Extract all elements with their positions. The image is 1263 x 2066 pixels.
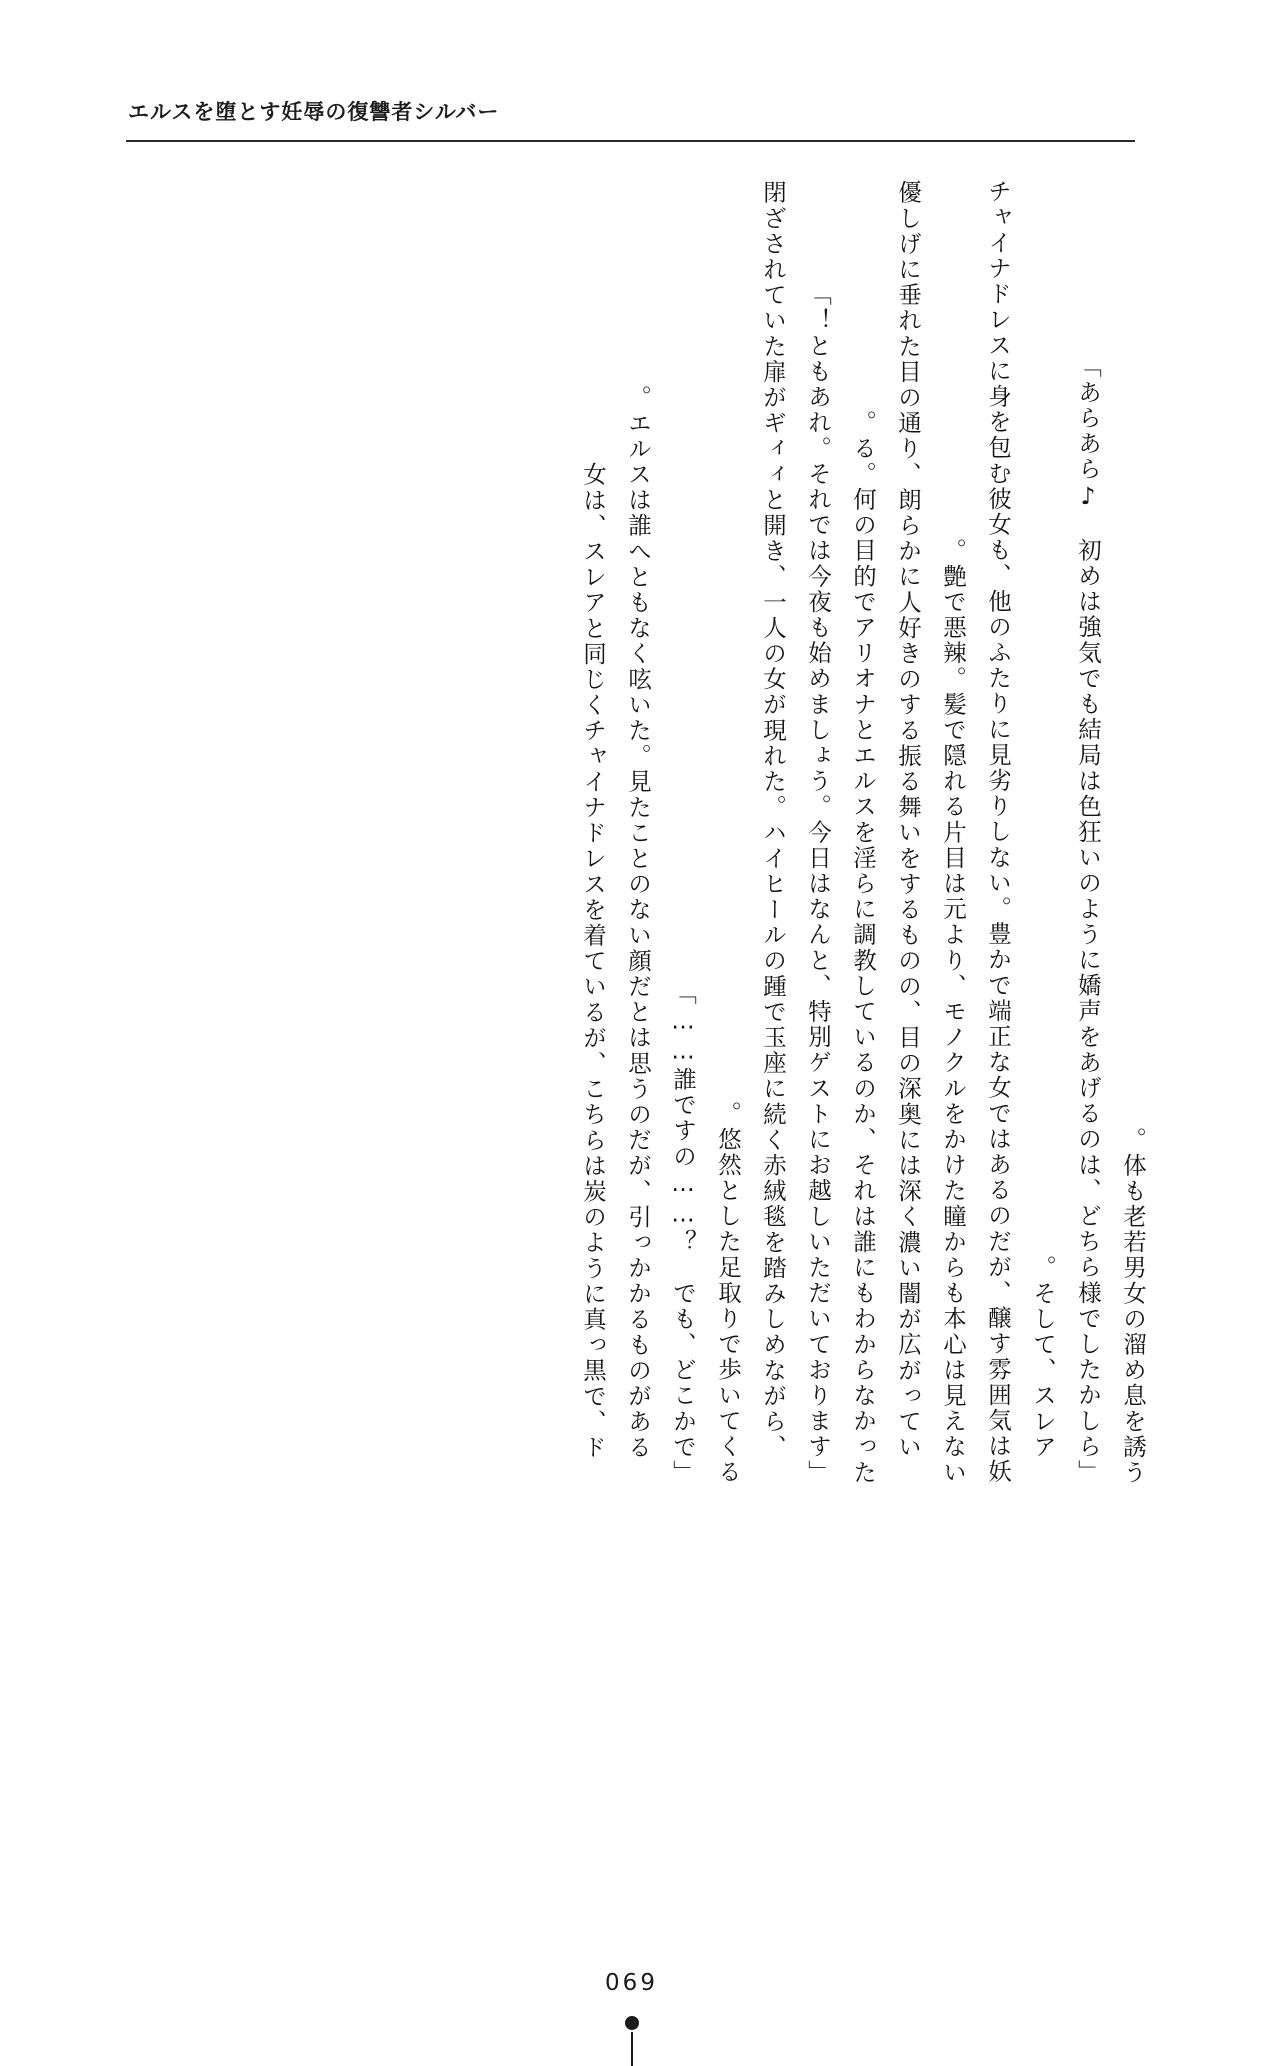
paragraph: 「ともあれ。それでは今夜も始めましょう。今日はなんと、特別ゲストにお越しいただいております！」 — [804, 281, 832, 1485]
vertical-text-block — [570, 175, 1155, 1485]
paragraph: 「誰ですの……？ でも、どこかで……」 — [669, 980, 697, 1485]
paragraph: 体も老若男女の溜め息を誘う。 — [1119, 1126, 1147, 1485]
paragraph: チャイナドレスに身を包む彼女も、他のふたりに見劣りしない。豊かで端正な女ではあるのだが、醸す雰囲気は妖艶で悪辣。髪で隠れる片目は元より、モノクルをかけた瞳からも本心は見えない。 — [939, 179, 1012, 1485]
folio-stem-icon — [631, 2032, 633, 2066]
page-body — [100, 175, 1155, 1485]
header-rule — [126, 140, 1135, 142]
paragraph: 女は、スレアと同じくチャイナドレスを着ているが、こちらは炭のように真っ黒で、ド — [579, 461, 607, 1460]
folio-dot-icon — [625, 2016, 639, 2030]
paragraph: 「あらあら♪ 初めは強気でも結局は色狂いのように嬌声をあげるのは、どちら様でしたかしら」 — [1074, 354, 1102, 1485]
paragraph: 閉ざされていた扉がギィィと開き、一人の女が現れた。ハイヒールの踵で玉座に続く赤絨毯を踏みしめながら、悠然とした足取りで歩いてくる。 — [714, 180, 787, 1485]
running-head-title: エルスを堕とす妊辱の復讐者シルバー — [128, 100, 500, 124]
page-number: 069 — [605, 1970, 658, 1996]
paragraph: 優しげに垂れた目の通り、朗らかに人好きのする振る舞いをするものの、目の深奥には深く濃い闇が広がっている。何の目的でアリオナとエルスを淫らに調教しているのか、それは誰にもわからなかった。 — [849, 180, 922, 1485]
running-head — [128, 96, 1135, 126]
paragraph: そして、スレア。 — [1029, 1255, 1057, 1460]
paragraph: エルスは誰へともなく呟いた。見たことのない顔だとは思うのだが、引っかかるものがある。 — [624, 384, 652, 1460]
